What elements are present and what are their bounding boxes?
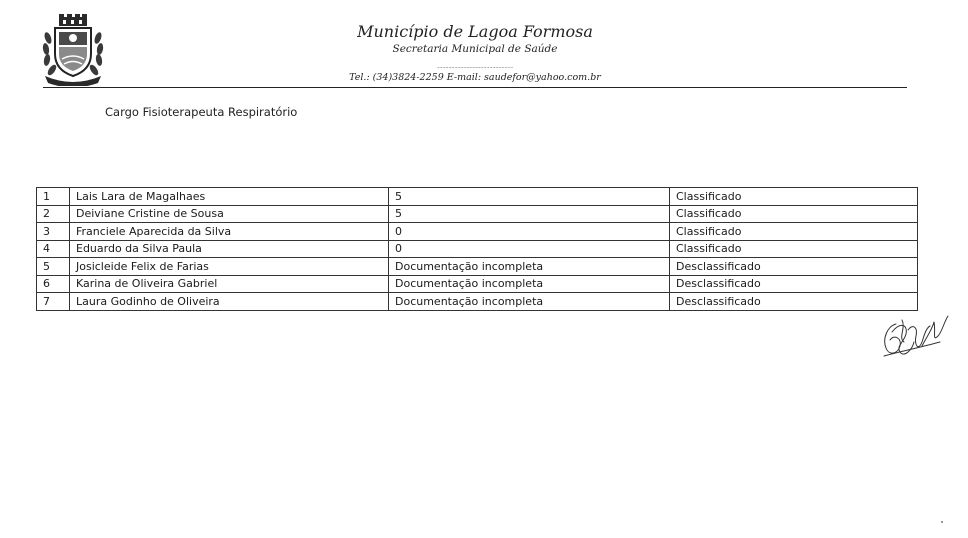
- candidate-status: Classificado: [670, 240, 918, 258]
- coat-of-arms-icon: [40, 14, 106, 86]
- row-number: 7: [37, 293, 70, 311]
- contact-line: Tel.: (34)3824-2259 E-mail: saudefor@yahoo.com.br: [349, 72, 601, 83]
- position-heading: Cargo Fisioterapeuta Respiratório: [105, 105, 298, 119]
- candidate-status: Desclassificado: [670, 275, 918, 293]
- table-row: [37, 240, 918, 258]
- candidate-name: Laura Godinho de Oliveira: [70, 293, 389, 311]
- candidate-name: Karina de Oliveira Gabriel: [70, 275, 389, 293]
- header-divider: [43, 87, 907, 88]
- candidate-score: Documentação incompleta: [389, 258, 670, 276]
- candidate-status: Classificado: [670, 223, 918, 241]
- candidate-name: Deiviane Cristine de Sousa: [70, 205, 389, 223]
- candidate-score: Documentação incompleta: [389, 293, 670, 311]
- candidate-name: Franciele Aparecida da Silva: [70, 223, 389, 241]
- scan-dot: [941, 521, 943, 523]
- row-number: 2: [37, 205, 70, 223]
- candidate-score: 0: [389, 223, 670, 241]
- row-number: 1: [37, 188, 70, 206]
- candidate-status: Classificado: [670, 205, 918, 223]
- candidate-status: Classificado: [670, 188, 918, 206]
- table-row: [37, 188, 918, 206]
- candidate-score: 0: [389, 240, 670, 258]
- table-row: [37, 293, 918, 311]
- candidate-status: Desclassificado: [670, 258, 918, 276]
- candidate-score: Documentação incompleta: [389, 275, 670, 293]
- municipality-title: Município de Lagoa Formosa: [357, 22, 593, 41]
- signature-icon: [878, 312, 952, 362]
- candidate-name: Eduardo da Silva Paula: [70, 240, 389, 258]
- candidate-score: 5: [389, 188, 670, 206]
- table-row: [37, 205, 918, 223]
- table-row: [37, 223, 918, 241]
- row-number: 3: [37, 223, 70, 241]
- table-row: [37, 275, 918, 293]
- address-line: ~~~~~~~~~~~~~~~~~~~~~~~~~~: [436, 66, 514, 70]
- row-number: 4: [37, 240, 70, 258]
- row-number: 5: [37, 258, 70, 276]
- table-row: [37, 258, 918, 276]
- row-number: 6: [37, 275, 70, 293]
- candidate-name: Josicleide Felix de Farias: [70, 258, 389, 276]
- results-table: [36, 187, 918, 311]
- candidate-score: 5: [389, 205, 670, 223]
- department-subtitle: Secretaria Municipal de Saúde: [392, 43, 558, 55]
- candidate-name: Lais Lara de Magalhaes: [70, 188, 389, 206]
- candidate-status: Desclassificado: [670, 293, 918, 311]
